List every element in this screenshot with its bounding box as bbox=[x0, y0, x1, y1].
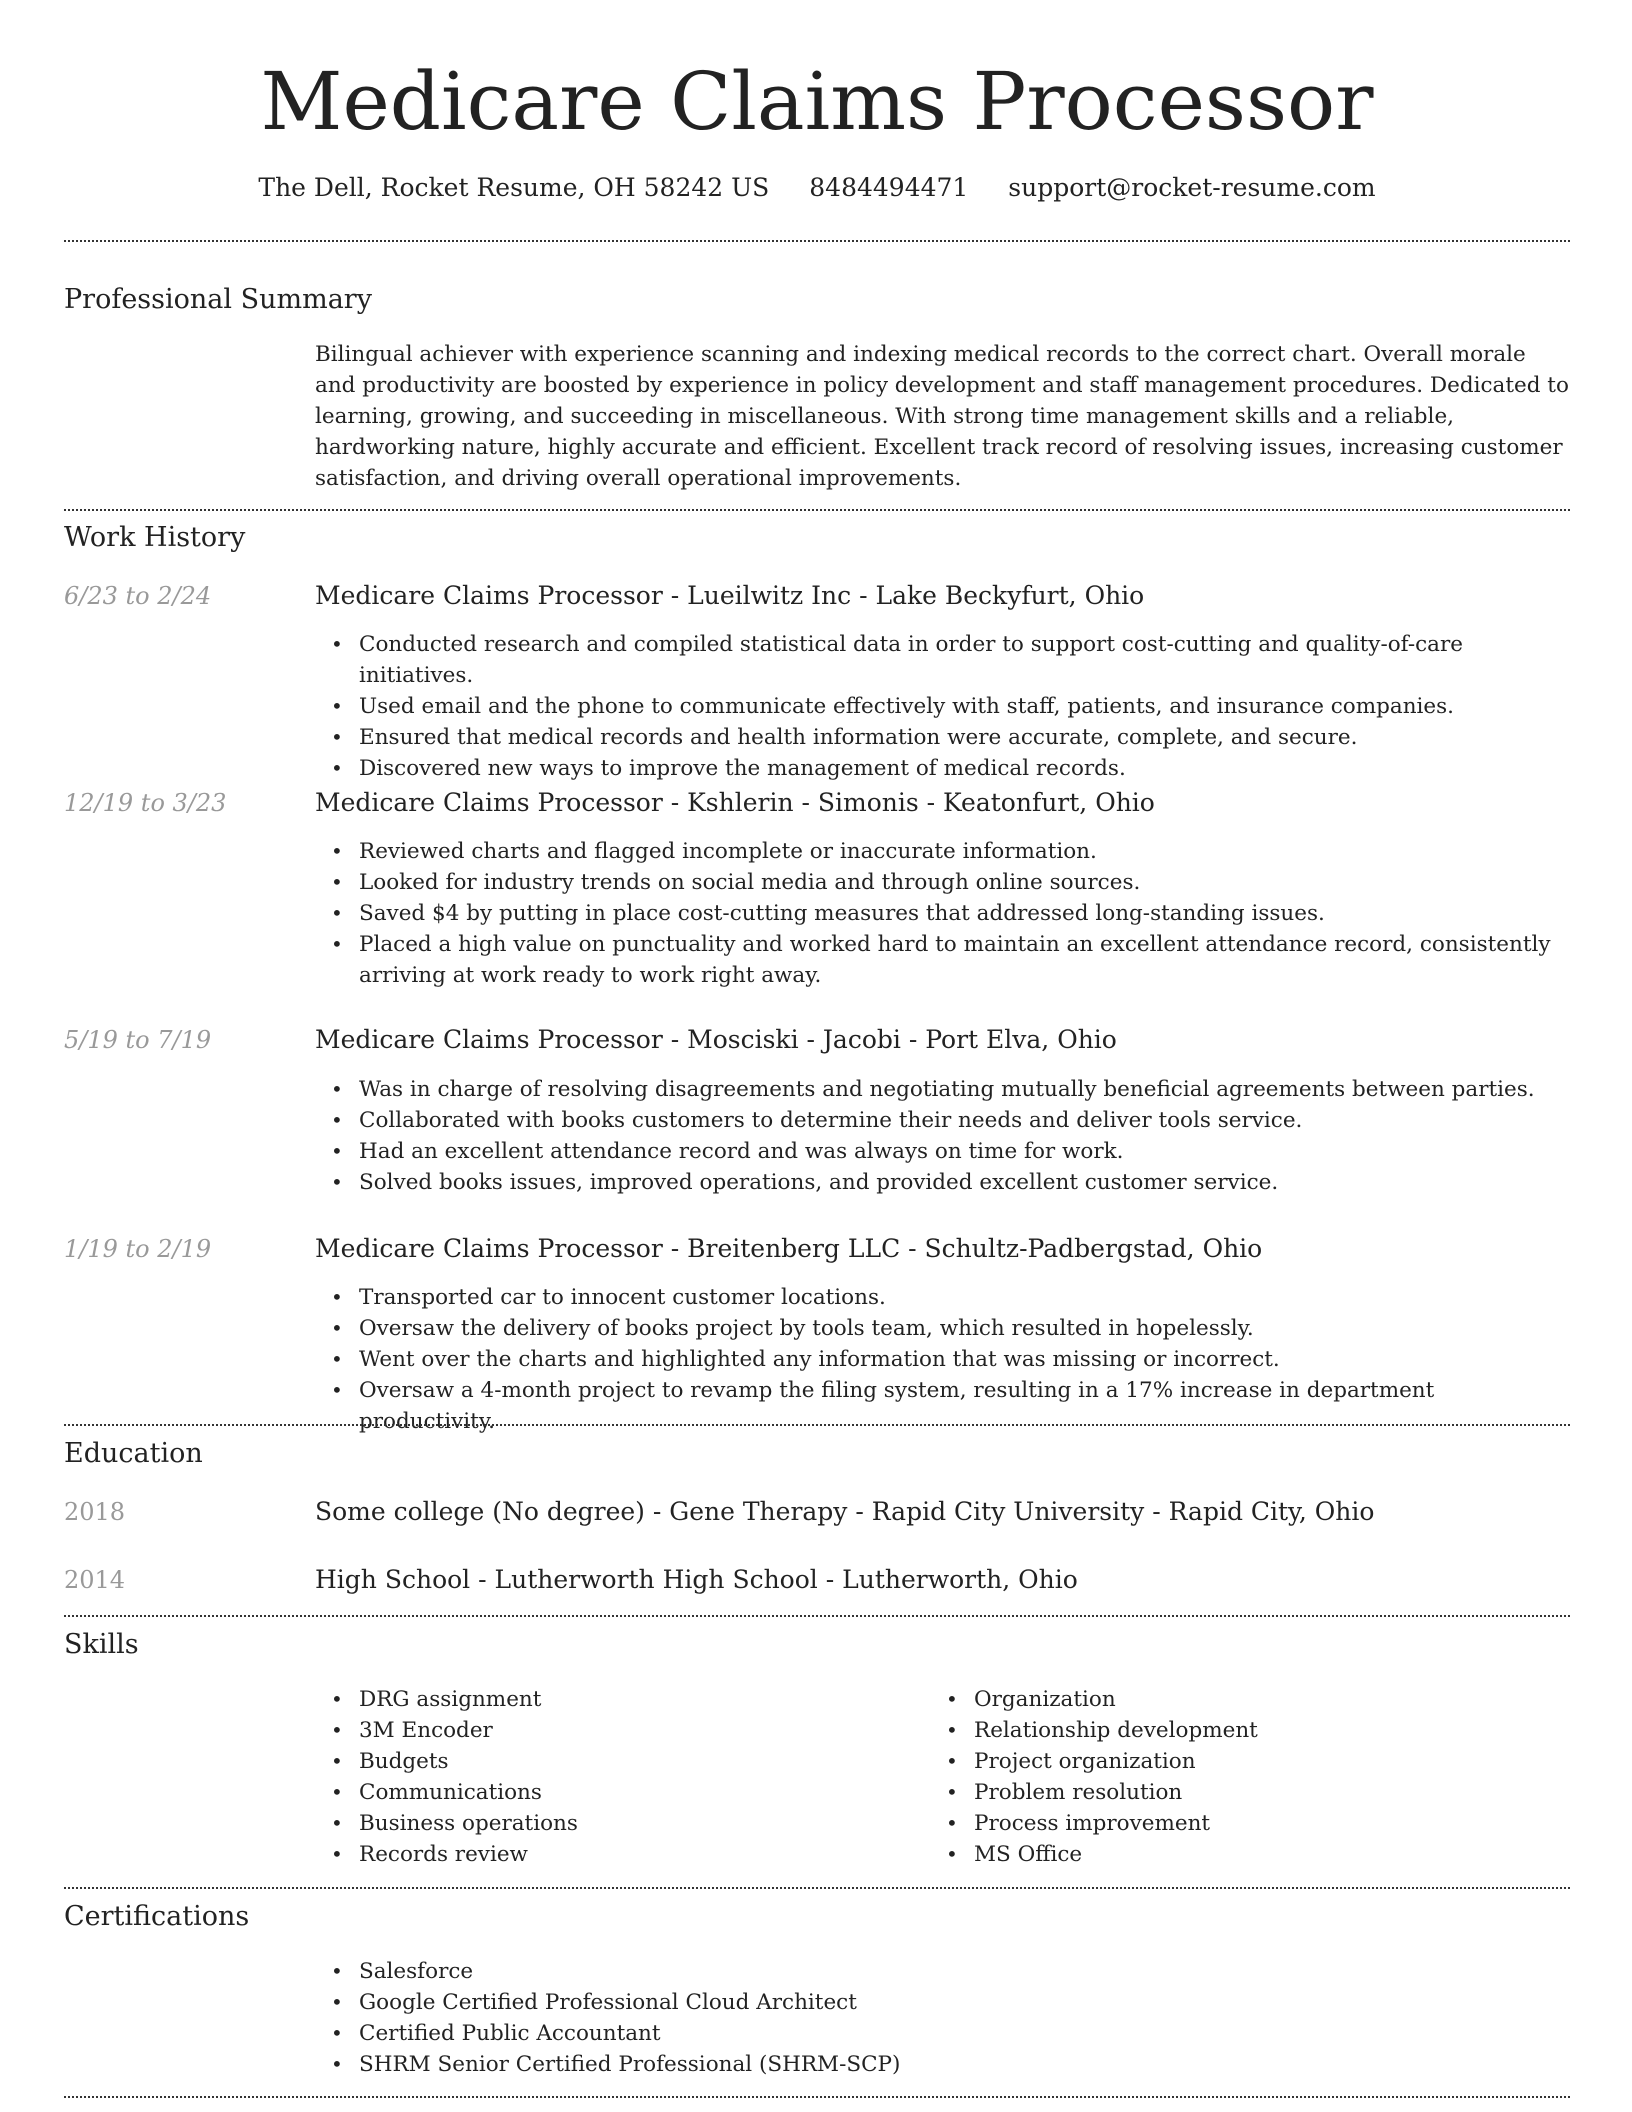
job-bullets bbox=[315, 1282, 1570, 1437]
education-year: 2014 bbox=[64, 1566, 126, 1594]
job-bullet: • Looked for industry trends on social media and through online sources. bbox=[315, 867, 1570, 898]
work-history-heading: Work History bbox=[64, 522, 246, 553]
job-bullets bbox=[315, 629, 1570, 784]
skill-item: • Problem resolution bbox=[930, 1777, 1530, 1808]
job-bullet: • Was in charge of resolving disagreements and negotiating mutually beneficial agreements between parties. bbox=[315, 1074, 1570, 1105]
skill-item: • 3M Encoder bbox=[315, 1715, 915, 1746]
job-title: Medicare Claims Processor - Lueilwitz Inc - Lake Beckyfurt, Ohio bbox=[315, 581, 1145, 610]
certification-item: • SHRM Senior Certified Professional (SHRM-SCP) bbox=[315, 2049, 1570, 2080]
job-bullet: • Placed a high value on punctuality and worked hard to maintain an excellent attendance record, consistently arriving at work ready to work right away. bbox=[315, 929, 1570, 991]
contact-phone: 8484494471 bbox=[809, 173, 969, 202]
job-bullet: • Ensured that medical records and health information were accurate, complete, and secure. bbox=[315, 722, 1570, 753]
job-bullet: • Oversaw a 4-month project to revamp the filing system, resulting in a 17% increase in department productivity. bbox=[315, 1375, 1570, 1437]
skill-item: • Organization bbox=[930, 1684, 1530, 1715]
certification-item: • Salesforce bbox=[315, 1956, 1570, 1987]
job-bullet: • Solved books issues, improved operations, and provided excellent customer service. bbox=[315, 1167, 1570, 1198]
section-divider bbox=[64, 2096, 1570, 2098]
job-dates: 12/19 to 3/23 bbox=[64, 789, 227, 817]
resume-name: Medicare Claims Processor bbox=[260, 55, 1374, 148]
skill-item: • Relationship development bbox=[930, 1715, 1530, 1746]
job-bullet: • Used email and the phone to communicate effectively with staff, patients, and insurance companies. bbox=[315, 691, 1570, 722]
section-divider bbox=[64, 1615, 1570, 1617]
section-divider bbox=[64, 509, 1570, 511]
certification-item: • Google Certified Professional Cloud Architect bbox=[315, 1987, 1570, 2018]
job-bullet: • Saved $4 by putting in place cost-cutting measures that addressed long-standing issues. bbox=[315, 898, 1570, 929]
skill-item: • DRG assignment bbox=[315, 1684, 915, 1715]
contact-address: The Dell, Rocket Resume, OH 58242 US bbox=[258, 173, 770, 202]
education-heading: Education bbox=[64, 1438, 203, 1469]
certifications-list bbox=[315, 1956, 1570, 2080]
job-bullet: • Transported car to innocent customer locations. bbox=[315, 1282, 1570, 1313]
skill-item: • Process improvement bbox=[930, 1808, 1530, 1839]
summary-heading: Professional Summary bbox=[64, 284, 372, 315]
contact-email: support@rocket-resume.com bbox=[1008, 173, 1376, 202]
skill-item: • Project organization bbox=[930, 1746, 1530, 1777]
job-dates: 6/23 to 2/24 bbox=[64, 582, 212, 610]
certification-item: • Certified Public Accountant bbox=[315, 2018, 1570, 2049]
job-bullet: • Went over the charts and highlighted any information that was missing or incorrect. bbox=[315, 1344, 1570, 1375]
education-year: 2018 bbox=[64, 1498, 126, 1526]
job-bullet: • Conducted research and compiled statistical data in order to support cost-cutting and quality-of-care initiatives. bbox=[315, 629, 1570, 691]
summary-text: Bilingual achiever with experience scanning and indexing medical records to the correct chart. Overall morale and productivity are boosted by experience in policy development and staff management procedures. Dedicated to learning, growing, and succeeding in miscellaneous. With strong time management skills and a reliable, hardworking nature, highly accurate and efficient. Excellent track record of resolving issues, increasing customer satisfaction, and driving overall operational improvements. bbox=[315, 342, 1569, 491]
job-title: Medicare Claims Processor - Kshlerin - Simonis - Keatonfurt, Ohio bbox=[315, 788, 1155, 817]
job-bullet: • Collaborated with books customers to determine their needs and deliver tools service. bbox=[315, 1105, 1570, 1136]
certifications-heading: Certifications bbox=[64, 1901, 250, 1932]
skill-item: • Business operations bbox=[315, 1808, 915, 1839]
skill-item: • Budgets bbox=[315, 1746, 915, 1777]
skills-heading: Skills bbox=[64, 1629, 139, 1660]
job-bullet: • Discovered new ways to improve the management of medical records. bbox=[315, 753, 1570, 784]
job-dates: 1/19 to 2/19 bbox=[64, 1235, 212, 1263]
skills-list-right bbox=[930, 1684, 1530, 1870]
job-bullet: • Reviewed charts and flagged incomplete or inaccurate information. bbox=[315, 836, 1570, 867]
job-title: Medicare Claims Processor - Mosciski - Jacobi - Port Elva, Ohio bbox=[315, 1025, 1117, 1054]
skill-item: • MS Office bbox=[930, 1839, 1530, 1870]
job-bullet: • Oversaw the delivery of books project by tools team, which resulted in hopelessly. bbox=[315, 1313, 1570, 1344]
section-divider bbox=[64, 240, 1570, 242]
contact-line bbox=[64, 172, 1570, 204]
section-divider bbox=[64, 1887, 1570, 1889]
job-bullets bbox=[315, 1074, 1570, 1198]
education-entry: High School - Lutherworth High School - Lutherworth, Ohio bbox=[315, 1565, 1078, 1594]
job-dates: 5/19 to 7/19 bbox=[64, 1026, 212, 1054]
section-divider bbox=[64, 1424, 1570, 1426]
skill-item: • Records review bbox=[315, 1839, 915, 1870]
skill-item: • Communications bbox=[315, 1777, 915, 1808]
job-bullet: • Had an excellent attendance record and was always on time for work. bbox=[315, 1136, 1570, 1167]
job-title: Medicare Claims Processor - Breitenberg LLC - Schultz-Padbergstad, Ohio bbox=[315, 1234, 1263, 1263]
skills-list-left bbox=[315, 1684, 915, 1870]
job-bullets bbox=[315, 836, 1570, 991]
education-entry: Some college (No degree) - Gene Therapy - Rapid City University - Rapid City, Ohio bbox=[315, 1497, 1375, 1526]
